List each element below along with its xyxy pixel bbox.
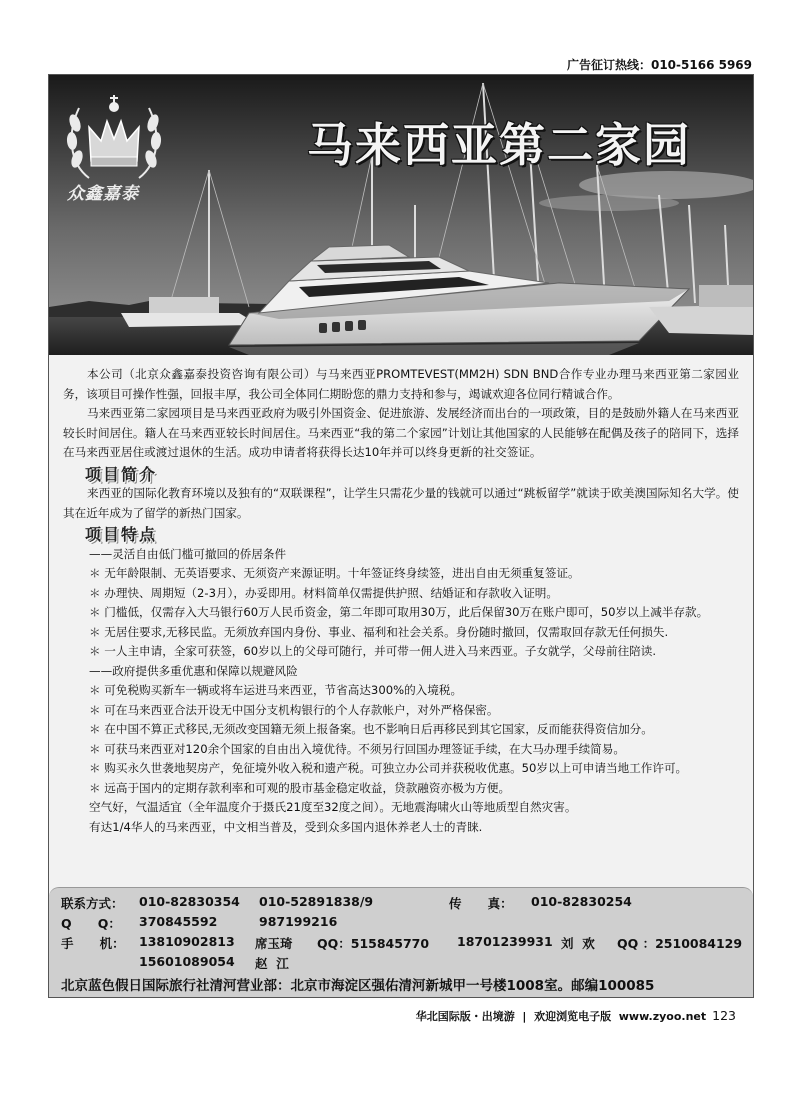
hero-banner <box>49 75 753 355</box>
intro-paragraph: 马来西亚第二家园项目是马来西亚政府为吸引外国资金、促进旅游、发展经济而出台的一项政策，目的是鼓励外籍人在马来西亚较长时间居住。籍人在马来西亚较长时间居住。马来西亚“我的第二个家园”计划让其他国家的人民能够在配偶及孩子的陪同下，选择在马来西亚居住或渡过退休的生活。成功申请者将获得长达10年并可以终身更新的社交签证。 <box>63 406 739 459</box>
page-number: 123 <box>712 1008 736 1023</box>
contact-qq: QQ：515845770 <box>317 936 430 951</box>
phone-number: 010-52891838/9 <box>259 894 374 909</box>
section-heading-intro: 项目简介 <box>85 464 158 484</box>
section-heading-features: 项目特点 <box>85 525 158 544</box>
mobile-number: 13810902813 <box>139 934 235 949</box>
feature-item: ＊ 远高于国内的定期存款利率和可观的股市基金稳定收益，贷款融资亦极为方便。 <box>89 780 511 795</box>
feature-item: ＊ 可免税购买新车一辆或将车运进马来西亚，节省高达300%的入境税。 <box>89 683 463 697</box>
feature-item: ＊ 可在马来西亚合法开设无中国分支机构银行的个人存款帐户，对外严格保密。 <box>89 702 499 717</box>
closing-text: 空气好，气温适宜（全年温度介于摄氏21度至32度之间）。无地震海啸火山等地质型自然灾害。 <box>89 800 577 814</box>
closing-text: 有达1/4华人的马来西亚，中文相当普及，受到众多国内退休养老人士的青睐. <box>89 819 483 834</box>
mobile-number: 15601089054 <box>139 954 235 969</box>
contact-qq: QQ ：2510084129 <box>617 936 743 951</box>
feature-subheading: ——灵活自由低门槛可撤回的侨居条件 <box>89 546 287 561</box>
feature-item: ＊ 一人主申请，全家可获签，60岁以上的父母可随行，并可带一佣人进入马来西亚。子女就学，父母前往陪读. <box>89 644 657 658</box>
article-body <box>63 365 739 837</box>
contact-person: 刘 欢 <box>561 936 595 951</box>
feature-item: ＊ 无居住要求,无移民监。无须放弃国内身份、事业、福利和社会关系。身份随时撤回，仅需取回存款无任何损失. <box>89 624 669 639</box>
ad-hotline: 广告征订热线：010-5166 5969 <box>566 58 752 72</box>
feature-item: ＊ 办理快、周期短（2-3月），办妥即用。材料简单仅需提供护照、结婚证和存款收入证明。 <box>89 585 558 600</box>
qq-number: 987199216 <box>259 914 338 929</box>
mobile-label: 手 机： <box>61 936 125 951</box>
contact-panel <box>49 887 753 998</box>
phone-label: 联系方式： <box>61 896 124 911</box>
page-footer <box>416 1008 736 1024</box>
fax-number: 010-82830254 <box>531 894 632 909</box>
fax-label: 传 真： <box>449 896 513 911</box>
intro-paragraph: 本公司（北京众鑫嘉泰投资咨询有限公司）与马来西亚PROMTEVEST(MM2H) SDN BND合作专业办理马来西亚第二家园业务，该项目可操作性强，回报丰厚，我公司全体同仁期盼您的鼎力支持和参与，竭诚欢迎各位同行精诚合作。 <box>63 367 739 401</box>
footer-text: 华北国际版・出境游 | 欢迎浏览电子版 <box>415 1010 612 1023</box>
phone-number: 010-82830354 <box>139 894 240 909</box>
feature-item: ＊ 可获马来西亚对120余个国家的自由出入境优待。不须另行回国办理签证手续，在大马办理手续简易。 <box>89 741 625 756</box>
contact-person: 赵 江 <box>255 956 289 971</box>
section-intro-text: 来西亚的国际化教育环境以及独有的“双联课程”，让学生只需花少量的钱就可以通过“跳板留学”就读于欧美澳国际知名大学。使其在近年成为了留学的新热门国家。 <box>63 486 739 520</box>
qq-label: Q Q： <box>61 916 121 931</box>
mobile-number: 18701239931 <box>457 934 553 949</box>
qq-number: 370845592 <box>139 914 218 929</box>
footer-url[interactable]: www.zyoo.net <box>618 1010 707 1023</box>
feature-item: ＊ 购买永久世袭地契房产，免征境外收入税和遗产税。可独立办公司并获税收优惠。50岁以上可申请当地工作许可。 <box>89 761 688 775</box>
feature-item: ＊ 无年龄限制、无英语要求、无须资产来源证明。十年签证终身续签，进出自由无须重复签证。 <box>89 566 580 580</box>
logo-text: 众鑫嘉泰 <box>67 184 139 204</box>
feature-item: ＊ 门槛低，仅需存入大马银行60万人民币资金，第二年即可取用30万，此后保留30万在账户即可，50岁以上减半存款。 <box>89 605 709 619</box>
contact-person: 席玉琦 <box>255 936 293 951</box>
address: 北京蓝色假日国际旅行社清河营业部：北京市海淀区强佑清河新城甲一号楼1008室。邮编100085 <box>61 978 655 994</box>
page-title: 马来西亚第二家园 <box>307 118 691 172</box>
ad-panel <box>48 74 754 998</box>
feature-subheading: ——政府提供多重优惠和保障以规避风险 <box>89 663 298 678</box>
feature-item: ＊ 在中国不算正式移民,无须改变国籍无须上报备案。也不影响日后再移民到其它国家，反而能获得资信加分。 <box>89 722 653 736</box>
